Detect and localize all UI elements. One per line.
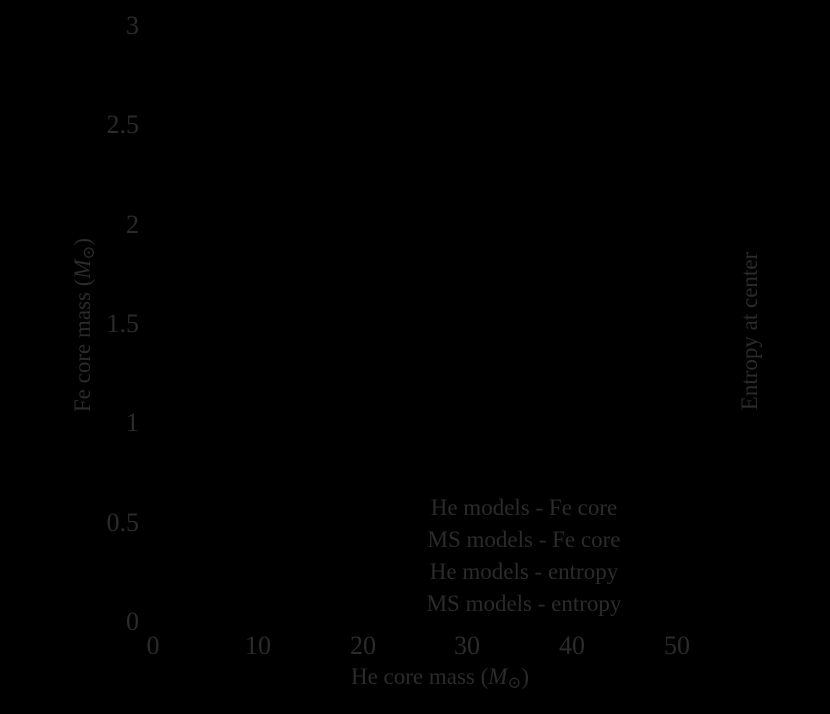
x-tick-label: 20 [350, 631, 376, 660]
y-tick-label: 3 [126, 11, 139, 40]
legend-entry: He models - Fe core [430, 495, 618, 520]
solar-mass-symbol: M [69, 259, 95, 279]
y-axis-label-text: Fe core mass ( [69, 278, 95, 413]
y-tick-label: 1 [126, 408, 139, 437]
x-tick-label: 40 [559, 631, 585, 660]
y-axis-label [70, 238, 102, 412]
legend-entry: He models - entropy [429, 559, 619, 584]
sun-subscript: ⊙ [507, 673, 522, 693]
y-tick-label: 1.5 [106, 309, 139, 338]
legend [427, 492, 622, 620]
right-axis-label: Entropy at center [737, 251, 762, 411]
y-tick-label: 2 [126, 210, 139, 239]
x-axis-label-suffix: ) [521, 663, 530, 689]
x-tick-label: 30 [454, 631, 480, 660]
sun-subscript: ⊙ [79, 245, 99, 260]
y-tick-label: 0.5 [106, 508, 139, 537]
solar-mass-symbol: M [488, 663, 508, 689]
x-tick-label: 50 [664, 631, 690, 660]
x-tick-label: 0 [146, 631, 160, 660]
y-tick-label: 2.5 [106, 110, 139, 139]
legend-entry: MS models - entropy [426, 591, 622, 616]
x-axis-label-text: He core mass ( [350, 663, 489, 689]
y-axis-label-suffix: ) [69, 237, 95, 246]
x-tick-label: 10 [245, 631, 271, 660]
x-axis-label [351, 662, 529, 698]
y-tick-label: 0 [126, 607, 139, 636]
legend-entry: MS models - Fe core [427, 527, 621, 552]
